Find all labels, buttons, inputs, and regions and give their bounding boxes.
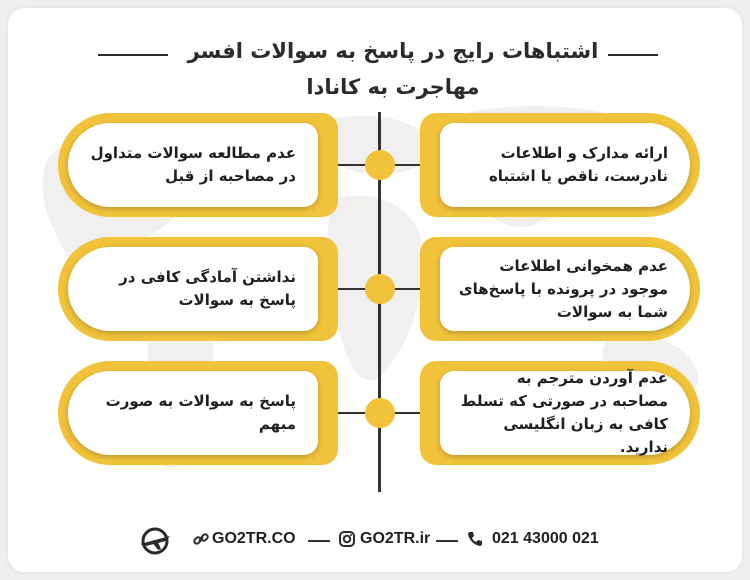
row-1-left-text: عدم مطالعه سوالات متداول در مصاحبه از قبل: [90, 144, 296, 185]
footer-instagram[interactable]: GO2TR.ir: [360, 530, 431, 547]
infographic-card: [8, 8, 742, 572]
phone-icon: [466, 530, 484, 548]
row-3-left-text: پاسخ به سوالات به صورت مبهم: [105, 392, 296, 433]
footer-divider-1: [308, 540, 330, 542]
row-1-right-text: ارائه مدارک و اطلاعات نادرست، ناقص یا اشتباه: [488, 144, 668, 185]
row-3-left-card: [68, 371, 318, 455]
row-1-right-card: [440, 123, 690, 207]
instagram-icon: [338, 530, 356, 548]
row-1-left-card: [68, 123, 318, 207]
page-subtitle: مهاجرت به کانادا: [306, 75, 480, 99]
footer-phone[interactable]: 021 43000 021: [492, 530, 599, 547]
row-2-right-text: عدم همخوانی اطلاعات موجود در پرونده با پاسخ‌های شما به سوالات: [458, 256, 668, 321]
row-2-right-card: [440, 247, 690, 331]
row-2-left-card: [68, 247, 318, 331]
footer-divider-2: [436, 540, 458, 542]
row-3-hub: [365, 398, 395, 428]
row-3-right-card: [440, 371, 690, 455]
row-3-right-text: عدم آوردن مترجم به مصاحبه در صورتی که تسلط کافی به زبان انگلیسی ندارید.: [460, 369, 668, 456]
page-title: اشتباهات رایج در پاسخ به سوالات افسر: [187, 39, 599, 63]
row-2-left-text: نداشتن آمادگی کافی در پاسخ به سوالات: [119, 268, 296, 309]
plane-logo-icon: [136, 526, 174, 556]
footer: [8, 526, 742, 556]
row-2-hub: [365, 274, 395, 304]
link-icon: [192, 530, 210, 548]
row-1-hub: [365, 150, 395, 180]
footer-website[interactable]: GO2TR.CO: [212, 530, 296, 547]
